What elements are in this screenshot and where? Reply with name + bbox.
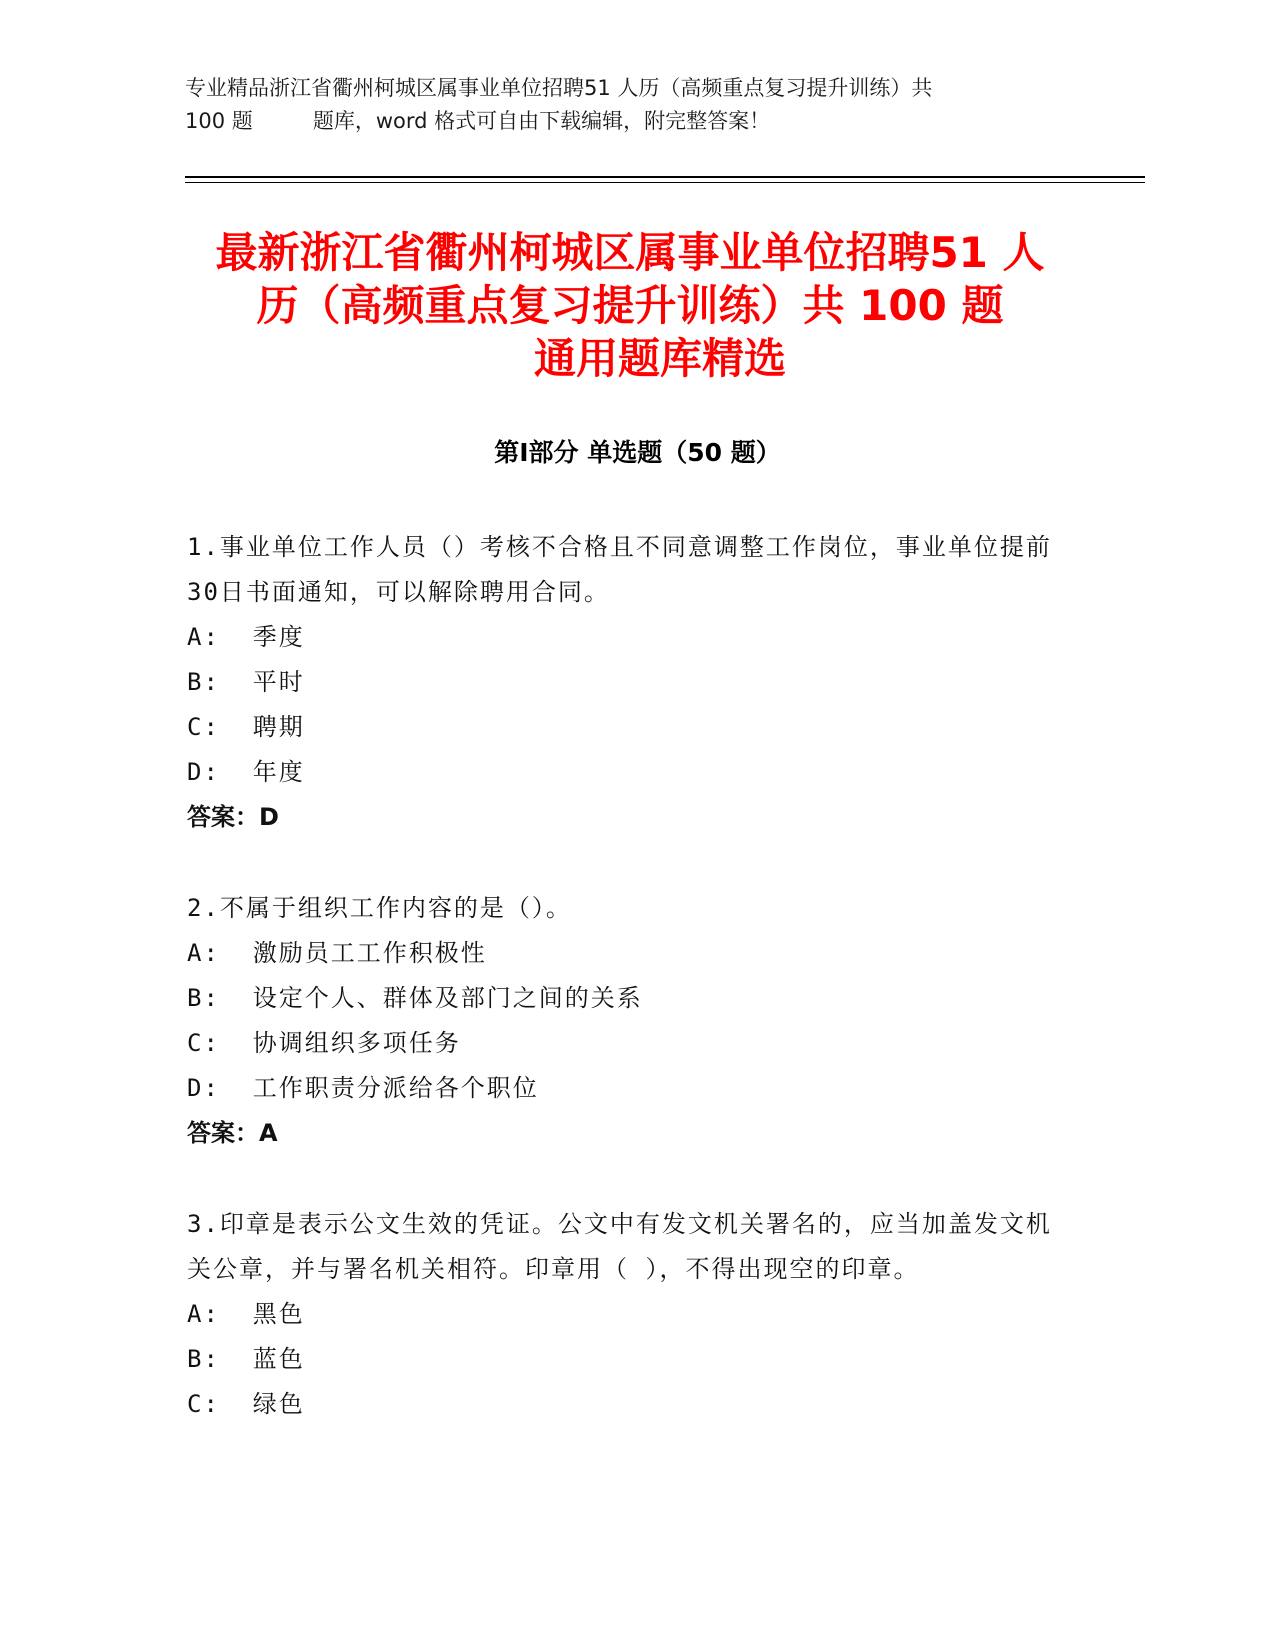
document-header <box>185 72 1075 138</box>
question-3 <box>187 1202 1067 1427</box>
option-b: B: 蓝色 <box>187 1345 305 1373</box>
option-c: C: 绿色 <box>187 1390 305 1418</box>
title-line-1: 最新浙江省衢州柯城区属事业单位招聘51 人 <box>215 228 1045 277</box>
option-c: C: 聘期 <box>187 713 305 741</box>
question-2 <box>187 886 1067 1156</box>
header-rule-thin <box>185 182 1145 183</box>
answer: 答案：A <box>187 1119 278 1147</box>
question-stem: 3.印章是表示公文生效的凭证。公文中有发文机关署名的，应当加盖发文机关公章，并与署名机关相符。印章用（ ），不得出现空的印章。 <box>187 1210 1052 1283</box>
option-b: B: 平时 <box>187 668 305 696</box>
question-list <box>187 525 1067 1473</box>
option-d: D: 工作职责分派给各个职位 <box>187 1074 539 1102</box>
section-title: 第Ⅰ部分 单选题（50 题） <box>494 438 781 467</box>
header-line-2: 100 题 题库，word 格式可自由下载编辑，附完整答案！ <box>185 109 771 133</box>
option-d: D: 年度 <box>187 758 305 786</box>
option-c: C: 协调组织多项任务 <box>187 1029 461 1057</box>
option-a: A: 季度 <box>187 623 305 651</box>
question-1 <box>187 525 1067 840</box>
document-title <box>150 226 1110 385</box>
option-b: B: 设定个人、群体及部门之间的关系 <box>187 984 643 1012</box>
option-a: A: 激励员工工作积极性 <box>187 939 487 967</box>
header-line-1: 专业精品浙江省衢州柯城区属事业单位招聘51 人历（高频重点复习提升训练）共 <box>185 76 933 100</box>
question-stem: 1.事业单位工作人员（）考核不合格且不同意调整工作岗位，事业单位提前30日书面通知，可以解除聘用合同。 <box>187 533 1052 606</box>
answer: 答案：D <box>187 803 279 831</box>
option-a: A: 黑色 <box>187 1300 305 1328</box>
question-stem: 2.不属于组织工作内容的是（）。 <box>187 894 572 922</box>
header-rule-thick <box>185 176 1145 178</box>
title-line-2: 历（高频重点复习提升训练）共 100 题 <box>256 281 1004 330</box>
title-line-3: 通用题库精选 <box>533 334 786 383</box>
